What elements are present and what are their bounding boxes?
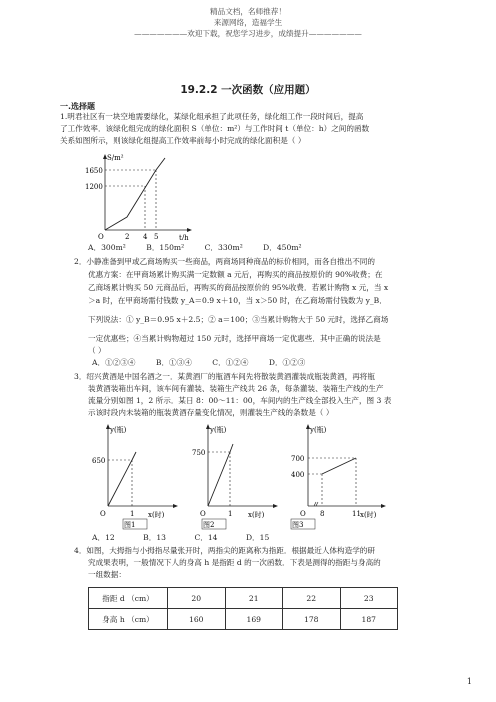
q3-g3-ylabel: y(瓶) [310, 426, 327, 434]
q1-ylabel: S/m² [107, 154, 124, 162]
header-line-2: 来源网络，造福学生 [213, 18, 283, 27]
q1-option-c[interactable]: C．330m² [204, 243, 243, 252]
q3-g1-xlabel: x(时) [148, 511, 165, 519]
q4-line-1: 4．如图，大拇指与小拇指尽量张开时，两指尖的距离称为指距．根据最近人体构造学的研 [74, 546, 375, 555]
table-row [89, 588, 398, 609]
q1-option-b[interactable]: B．150m² [146, 243, 185, 252]
q1-origin: O [98, 233, 104, 240]
header-line-1: 精品文档，名师推荐！ [210, 7, 286, 16]
table-cell: 160 [168, 609, 226, 630]
table-cell: 187 [340, 609, 398, 630]
q3-option-a[interactable]: A．12 [92, 533, 115, 542]
q4-line-3: 一组数据： [88, 570, 126, 579]
q3-graph-2 [188, 422, 280, 530]
q3-g3-origin: O [300, 510, 306, 518]
q3-line-3: 流量分别如图 1，2 所示．某日 8：00～11：00，车间内的生产线全部投入生产，图 3 表 [88, 396, 392, 405]
q3-g2-y-tick: 750 [192, 449, 206, 457]
q4-data-table [88, 587, 398, 630]
table-cell: 身高 h （cm） [89, 609, 168, 630]
q1-y-tick-1650: 1650 [85, 167, 103, 175]
q2-line-7: （ ） [88, 346, 106, 355]
table-cell: 22 [283, 588, 341, 609]
q3-g1-x-tick: 1 [130, 510, 135, 518]
q3-g3-y-tick-400: 400 [291, 471, 305, 479]
q2-option-d[interactable]: D．①②③ [268, 358, 306, 367]
q3-option-c[interactable]: C．14 [194, 533, 218, 542]
q1-xlabel: t/h [179, 234, 189, 240]
q3-g1-ylabel: y(瓶) [110, 426, 127, 434]
q2-options [92, 358, 323, 368]
q3-g2-origin: O [200, 510, 206, 518]
table-cell: 指距 d （cm） [89, 588, 168, 609]
table-cell: 20 [168, 588, 226, 609]
q3-g3-x-tick-11: 11 [352, 510, 361, 518]
q3-g2-xlabel: x(时) [248, 511, 265, 519]
q3-option-b[interactable]: B．13 [143, 533, 167, 542]
q1-line-2: 了工作效率．该绿化组完成的绿化面积 S（单位：m²）与工作时间 t（单位：h）之间的函数 [60, 124, 370, 133]
q2-line-6: 一定优惠些；④当累计购物超过 150 元时，选择甲商场一定优惠些．其中正确的说法是 [88, 334, 381, 343]
q1-option-a[interactable]: A．300m² [88, 243, 126, 252]
table-cell: 169 [225, 609, 283, 630]
q2-line-3: 乙商场累计购买 50 元商品后，再购买的商品按原价的 95%收费．若累计购物 x 元，当 x [88, 283, 389, 292]
q1-line-1: 1.明君社区有一块空地需要绿化，某绿化组承担了此项任务，绿化组工作一段时间后，提高 [60, 112, 364, 121]
q4-line-2: 究成果表明，一般情况下人的身高 h 是指距 d 的一次函数．下表是测得的指距与身高的 [88, 558, 381, 567]
q3-g1-y-tick: 650 [92, 457, 106, 465]
q2-line-1: 2．小静准备到甲或乙商场购买一些商品，两商场同种商品的标价相同，而各自推出不同的 [74, 257, 375, 266]
q3-g3-xlabel: x(时) [360, 511, 377, 519]
q1-x-tick-2: 2 [125, 233, 130, 240]
q3-options [92, 533, 287, 543]
q1-graph [85, 150, 195, 240]
q1-x-tick-4: 4 [143, 233, 148, 240]
q2-line-5: 下列说法：① y_B＝0.95 x＋2.5；② a＝100；③当累计购物大于 50 元时，选择乙商场 [88, 315, 389, 324]
q1-options [88, 243, 320, 253]
q2-line-2: 优惠方案：在甲商场累计购买满一定数额 a 元后，再购买的商品按原价的 90%收费；在 [88, 270, 383, 279]
table-row [89, 609, 398, 630]
q3-g1-origin: O [100, 510, 106, 518]
q3-line-2: 装黄酒装箱出车间，该车间有灌装、装箱生产线共 26 条，每条灌装、装箱生产线的生产 [88, 384, 384, 393]
q2-option-b[interactable]: B．①③④ [155, 358, 192, 367]
q3-line-1: 3．绍兴黄酒是中国名酒之一．某黄酒厂的瓶酒车间先将散装黄酒灌装成瓶装黄酒，再将瓶 [74, 372, 375, 381]
q3-g2-x-tick: 1 [228, 510, 233, 518]
q2-option-c[interactable]: C．①②④ [212, 358, 249, 367]
section-heading: 一.选择题 [60, 102, 96, 111]
q1-y-tick-1200: 1200 [85, 183, 103, 191]
header-line-3: ———————欢迎下载，祝您学习进步，成绩提升——————— [134, 29, 362, 38]
q3-g3-y-tick-700: 700 [291, 455, 305, 463]
table-cell: 21 [225, 588, 283, 609]
q3-g3-x-tick-8: 8 [320, 510, 325, 518]
page-number: 1 [466, 677, 472, 686]
q3-g2-ylabel: y(瓶) [210, 426, 227, 434]
q3-g3-caption: 图3 [292, 521, 304, 529]
table-cell: 23 [340, 588, 398, 609]
page-title: 19.2.2 一次函数（应用题） [180, 84, 316, 96]
q2-option-a[interactable]: A．①②③④ [92, 358, 136, 367]
q3-graph-3 [288, 422, 388, 530]
q1-line-3: 关系如图所示，则该绿化组提高工作效率前每小时完成的绿化面积是（ ） [60, 136, 306, 145]
q3-line-4: 示该时段内未装箱的瓶装黄酒存量变化情况，则灌装生产线的条数是（ ） [88, 408, 334, 417]
q3-g2-caption: 图2 [203, 521, 215, 529]
q1-x-tick-5: 5 [154, 233, 159, 240]
q1-option-d[interactable]: D．450m² [263, 243, 302, 252]
q2-line-4: ＞a 时，在甲商场需付钱数 y_A＝0.9 x＋10，当 x＞50 时，在乙商场需付钱数为 y_B． [88, 296, 387, 305]
q3-option-d[interactable]: D．15 [245, 533, 270, 542]
q3-graph-1 [88, 422, 180, 530]
table-cell: 178 [283, 609, 341, 630]
q3-g1-caption: 图1 [124, 521, 136, 529]
